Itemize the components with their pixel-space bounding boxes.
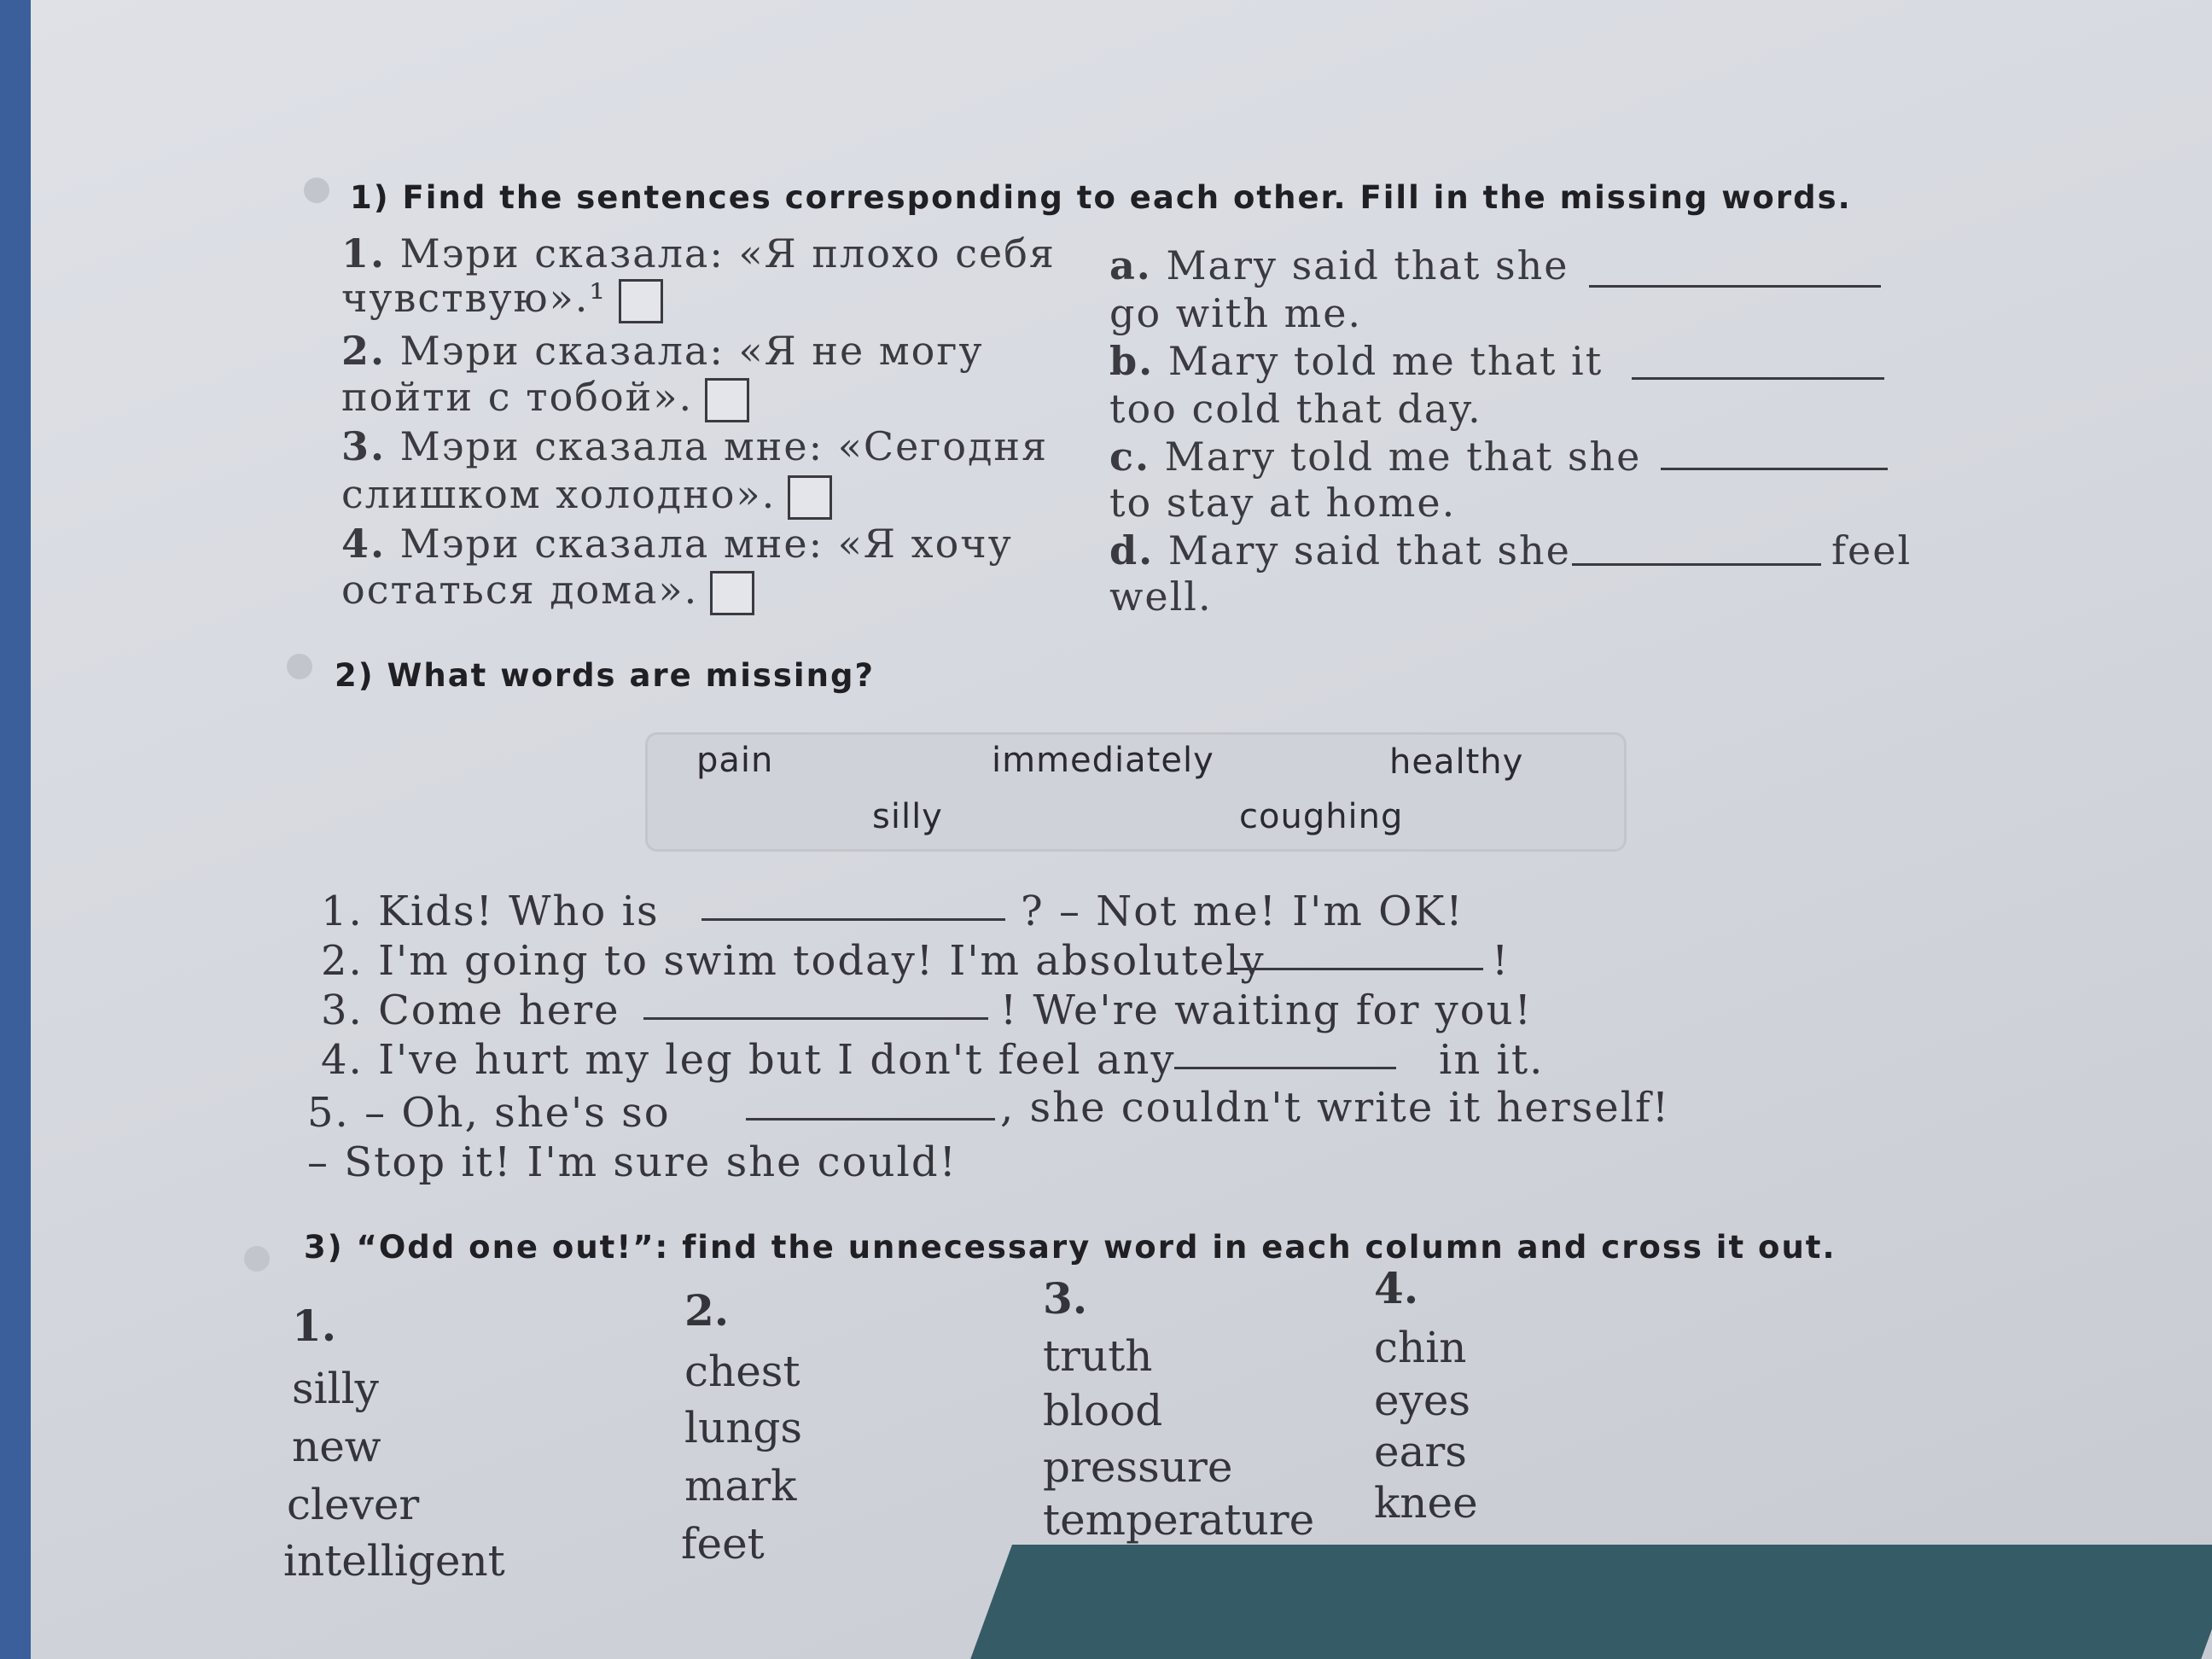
column-3-number: 3. xyxy=(1043,1273,1088,1324)
ex2-heading: 2) What words are missing? xyxy=(335,657,875,694)
ru-sentence-1-line2: чувствую».¹ xyxy=(341,275,663,323)
section-bullet xyxy=(244,1246,270,1272)
column-3-word-1: truth xyxy=(1043,1331,1153,1381)
column-4-word-3: ears xyxy=(1374,1427,1467,1476)
blank-d[interactable] xyxy=(1572,563,1821,566)
gap-sentence-4-after: in it. xyxy=(1439,1036,1545,1084)
column-2-number: 2. xyxy=(684,1285,730,1336)
answer-checkbox-3[interactable] xyxy=(788,475,832,520)
column-4-word-1: chin xyxy=(1374,1323,1467,1372)
gap-blank-1[interactable] xyxy=(701,918,1005,921)
bank-word-silly: silly xyxy=(872,797,943,836)
en-sentence-a-line2: go with me. xyxy=(1109,290,1363,336)
ex3-heading: 3) “Odd one out!”: find the unnecessary word in each column and cross it out. xyxy=(304,1229,1837,1266)
column-4-word-4: knee xyxy=(1374,1478,1478,1528)
ru-sentence-3-line1: 3. Мэри сказала мне: «Сегодня xyxy=(341,423,1049,469)
ru-sentence-1-line1: 1. Мэри сказала: «Я плохо себя xyxy=(341,230,1056,276)
bank-word-healthy: healthy xyxy=(1389,742,1524,782)
gap-sentence-1: 1. Kids! Who is xyxy=(321,888,660,935)
en-sentence-d-line2: well. xyxy=(1109,573,1213,620)
ru-sentence-2-line1: 2. Мэри сказала: «Я не могу xyxy=(341,328,984,374)
gap-sentence-3-after: ! We're waiting for you! xyxy=(1000,987,1533,1034)
column-1-number: 1. xyxy=(292,1301,337,1351)
en-sentence-b-line1: b. Mary told me that it xyxy=(1109,338,1604,384)
ex1-heading: 1) Find the sentences corresponding to each other. Fill in the missing words. xyxy=(350,179,1852,216)
column-3-word-2: blood xyxy=(1043,1386,1163,1435)
en-sentence-d-after: feel xyxy=(1831,527,1912,573)
gap-blank-3[interactable] xyxy=(643,1017,988,1020)
section-bullet xyxy=(304,178,329,203)
gap-sentence-5-after: , she couldn't write it herself! xyxy=(1000,1084,1671,1132)
column-1-word-4: intelligent xyxy=(283,1536,505,1586)
blank-a[interactable] xyxy=(1589,285,1881,288)
en-sentence-c-line2: to stay at home. xyxy=(1109,480,1457,526)
column-2-word-2: lungs xyxy=(684,1403,803,1452)
blank-b[interactable] xyxy=(1632,377,1884,380)
column-3-word-4: temperature xyxy=(1043,1495,1315,1545)
ru-sentence-4-line2: остаться дома». xyxy=(341,567,754,615)
gap-blank-4[interactable] xyxy=(1174,1067,1396,1069)
column-2-word-3: mark xyxy=(684,1461,797,1511)
column-2-word-4: feet xyxy=(681,1519,765,1569)
ru-sentence-3-line2: слишком холодно». xyxy=(341,471,832,520)
gap-sentence-5: 5. – Oh, she's so xyxy=(307,1089,671,1137)
ru-sentence-4-line1: 4. Мэри сказала мне: «Я хочу xyxy=(341,521,1013,567)
column-4-number: 4. xyxy=(1374,1263,1419,1313)
bank-word-coughing: coughing xyxy=(1239,797,1404,836)
worksheet-page xyxy=(31,0,2212,1659)
en-sentence-c-line1: c. Mary told me that she xyxy=(1109,434,1642,480)
column-1-word-1: silly xyxy=(292,1364,379,1413)
gap-sentence-4: 4. I've hurt my leg but I don't feel any xyxy=(321,1036,1176,1084)
background-object xyxy=(970,1545,2212,1659)
gap-sentence-1-after: ? – Not me! I'm OK! xyxy=(1021,888,1464,935)
answer-checkbox-2[interactable] xyxy=(705,378,749,422)
column-1-word-3: clever xyxy=(287,1480,420,1529)
gap-sentence-5-reply: – Stop it! I'm sure she could! xyxy=(307,1138,958,1186)
en-sentence-d-line1: d. Mary said that she xyxy=(1109,527,1571,573)
answer-checkbox-4[interactable] xyxy=(710,571,754,615)
gap-sentence-2: 2. I'm going to swim today! I'm absolutely xyxy=(321,937,1266,985)
column-4-word-2: eyes xyxy=(1374,1376,1471,1425)
en-sentence-b-line2: too cold that day. xyxy=(1109,386,1482,432)
column-2-word-1: chest xyxy=(684,1347,800,1396)
ru-sentence-2-line2: пойти с тобой». xyxy=(341,374,749,422)
en-sentence-a-line1: a. Mary said that she xyxy=(1109,242,1569,288)
column-3-word-3: pressure xyxy=(1043,1442,1233,1492)
column-1-word-2: new xyxy=(292,1422,381,1471)
gap-sentence-3: 3. Come here xyxy=(321,987,620,1034)
gap-blank-5[interactable] xyxy=(746,1118,995,1121)
section-bullet xyxy=(287,654,312,679)
answer-checkbox-1[interactable] xyxy=(619,279,663,323)
gap-sentence-2-after: ! xyxy=(1492,937,1511,985)
blank-c[interactable] xyxy=(1661,468,1888,470)
bank-word-immediately: immediately xyxy=(992,741,1214,780)
gap-blank-2[interactable] xyxy=(1231,968,1483,970)
bank-word-pain: pain xyxy=(696,741,774,780)
